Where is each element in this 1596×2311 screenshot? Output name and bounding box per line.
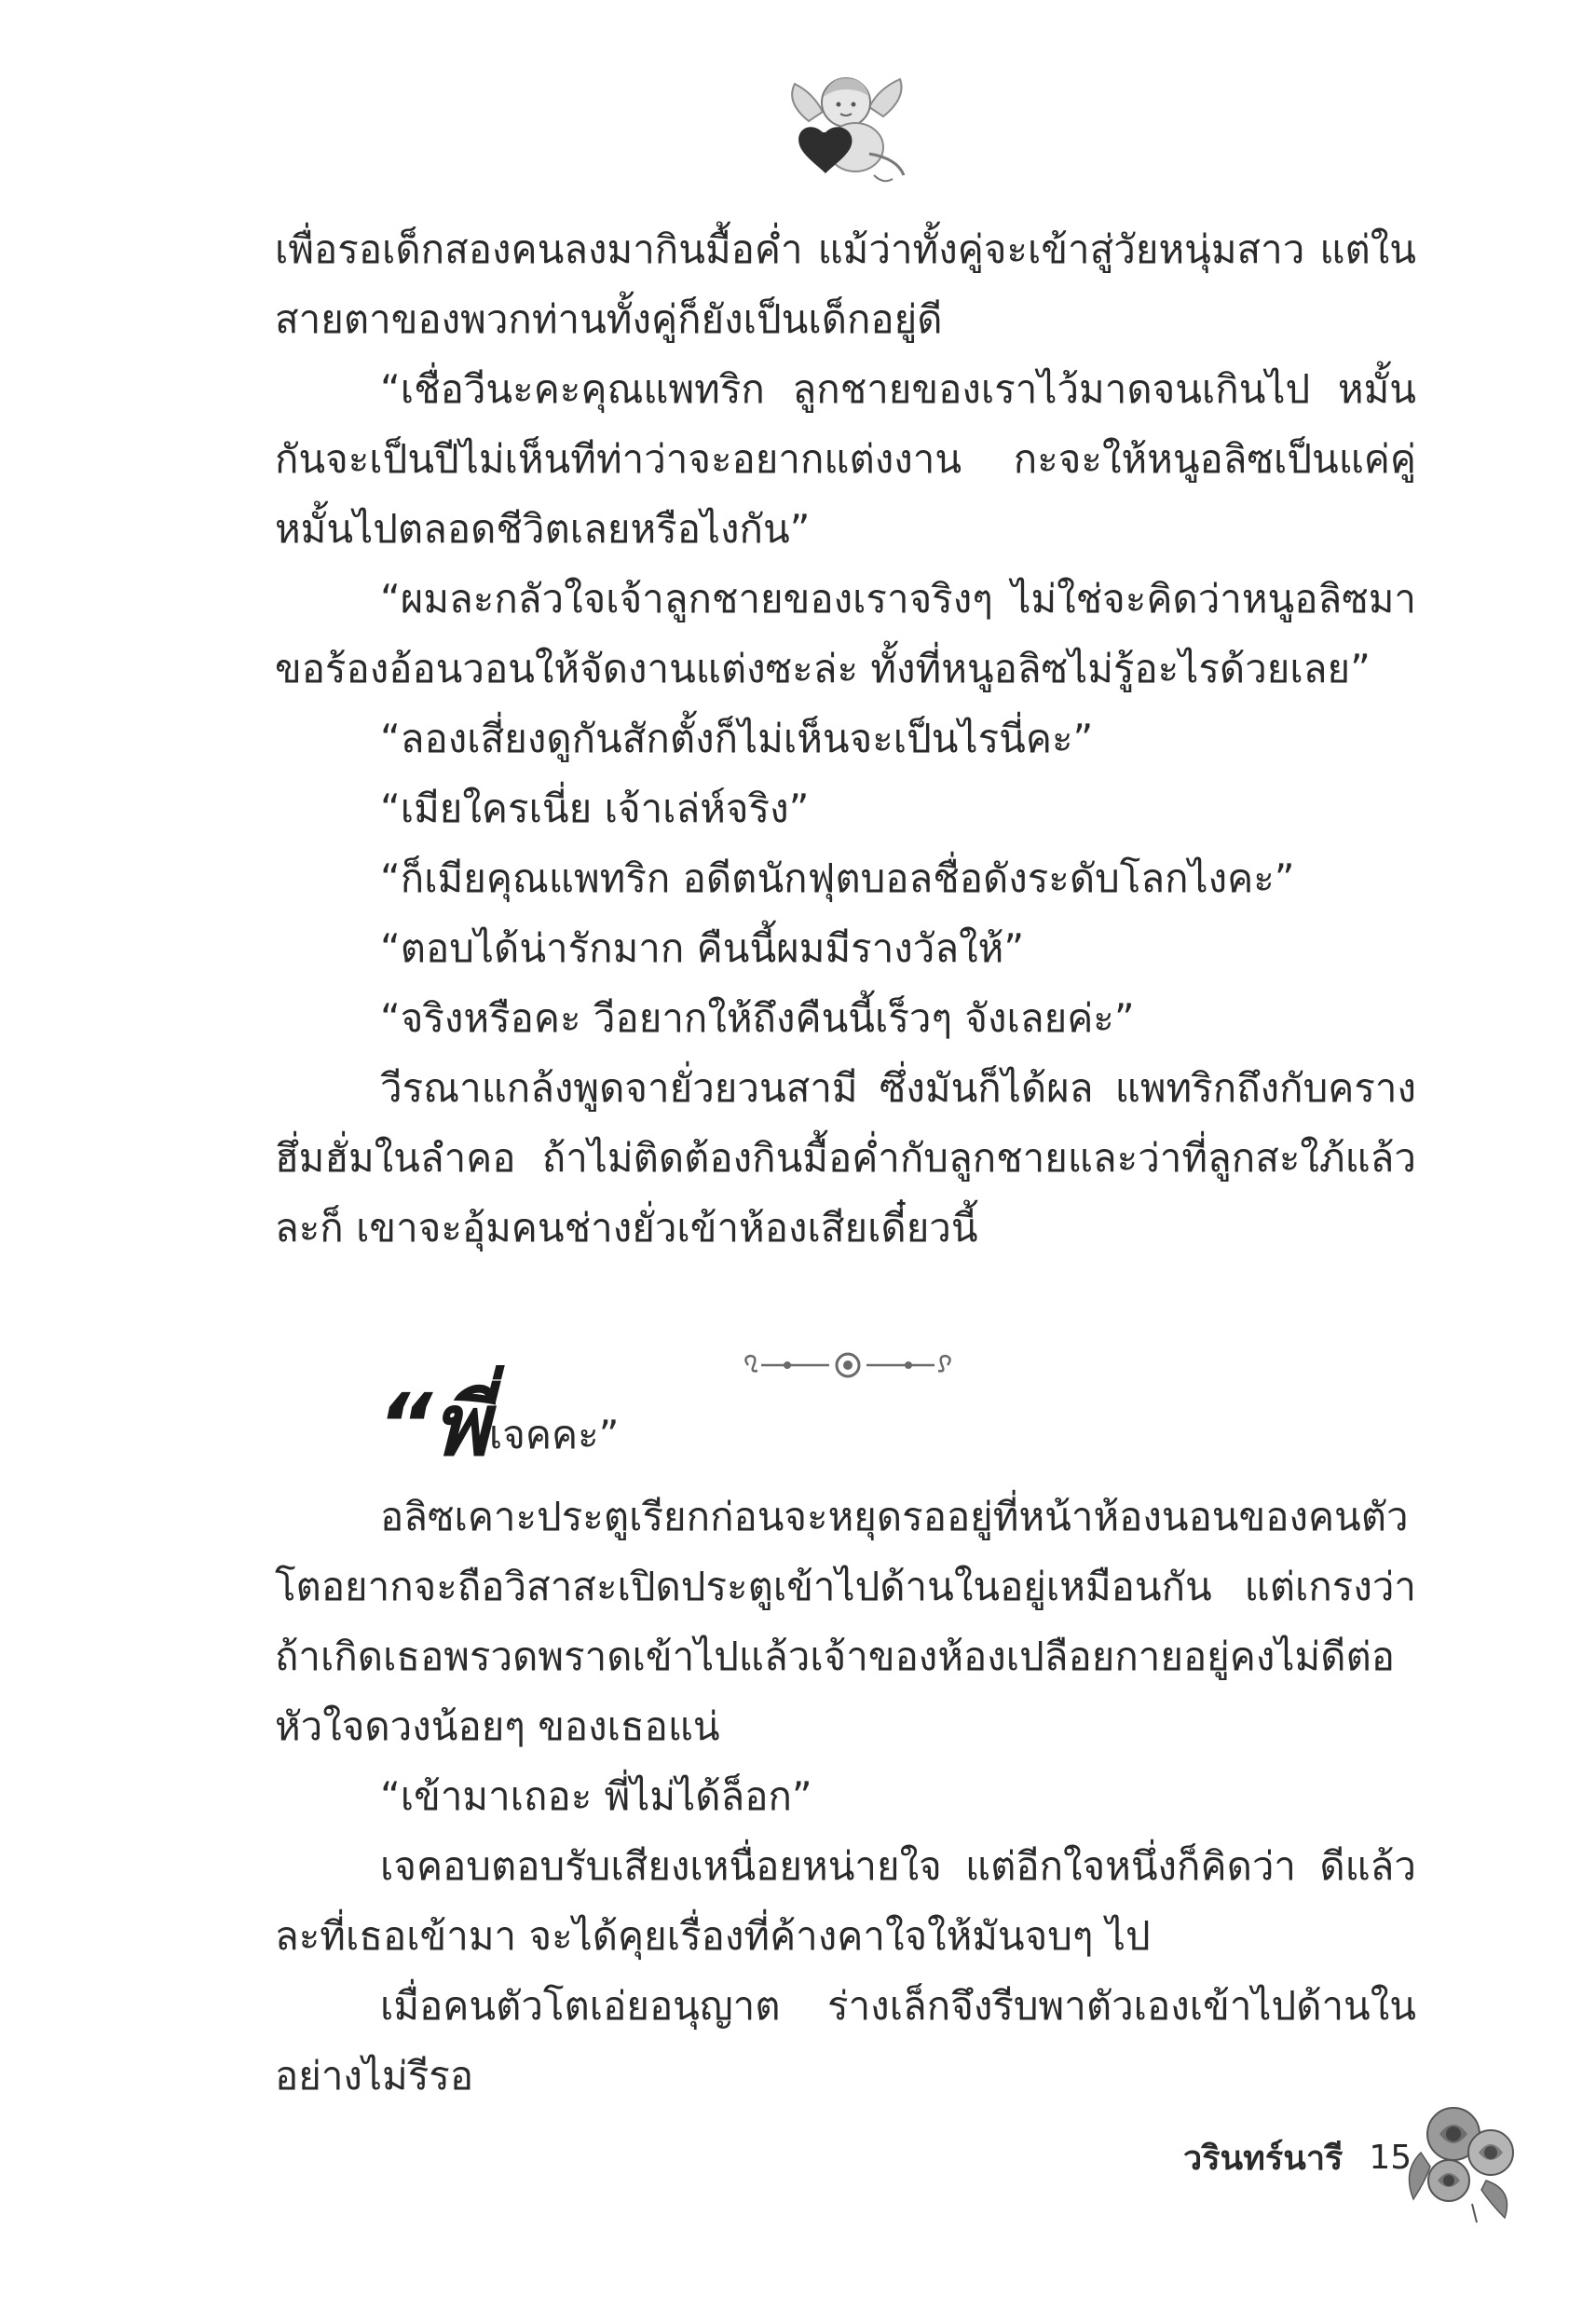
paragraph: “เชื่อวีนะคะคุณแพทริก ลูกชายของเราไว้มาดจนเกินไป หมั้นกันจะเป็นปีไม่เห็นทีท่าว่าจะอยากแต่งงาน กะจะให้หนูอลิซเป็นแค่คู่หมั้นไปตลอดชีวิตเลยหรือไงกัน” bbox=[275, 366, 1416, 552]
page-footer bbox=[1183, 2129, 1412, 2185]
roses-icon bbox=[1402, 2087, 1533, 2227]
cherub-heart-icon bbox=[781, 65, 911, 186]
text-block-top bbox=[275, 214, 1416, 1263]
paragraph: วีรณาแกล้งพูดจายั่วยวนสามี ซึ่งมันก็ได้ผล แพทริกถึงกับครางฮึ่มฮั่มในลำคอ ถ้าไม่ติดต้องกินมื้อค่ำกับลูกชายและว่าที่ลูกสะใภ้แล้วละก็ เขาจะอุ้มคนช่างยั่วเข้าห้องเสียเดี๋ยวนี้ bbox=[275, 1065, 1416, 1251]
paragraph: เจคอบตอบรับเสียงเหนื่อยหน่ายใจ แต่อีกใจหนึ่งก็คิดว่า ดีแล้วละที่เธอเข้ามา จะได้คุยเรื่องที่ค้างคาใจให้มันจบๆ ไป bbox=[275, 1843, 1416, 1959]
paragraph: อลิซเคาะประตูเรียกก่อนจะหยุดรออยู่ที่หน้าห้องนอนของคนตัวโตอยากจะถือวิสาสะเปิดประตูเข้าไปด้านในอยู่เหมือนกัน แต่เกรงว่าถ้าเกิดเธอพรวดพราดเข้าไปแล้วเจ้าของห้องเปลือยกายอยู่คงไม่ดีต่อหัวใจดวงน้อยๆ ของเธอแน่ bbox=[275, 1494, 1416, 1749]
paragraph: “ผมละกลัวใจเจ้าลูกชายของเราจริงๆ ไม่ใช่จะคิดว่าหนูอลิซมาขอร้องอ้อนวอนให้จัดงานแต่งซะล่ะ ทั้งที่หนูอลิซไม่รู้อะไรด้วยเลย” bbox=[275, 576, 1416, 691]
section-opening bbox=[377, 1370, 620, 1475]
paragraph: “เมียใครเนี่ย เจ้าเล่ห์จริง” bbox=[380, 786, 810, 831]
book-title: วรินทร์นารี bbox=[1183, 2139, 1344, 2178]
opening-rest: เจคคะ” bbox=[488, 1412, 620, 1457]
drop-word: “พี่ bbox=[377, 1375, 489, 1475]
paragraph: เมื่อคนตัวโตเอ่ยอนุญาต ร่างเล็กจึงรีบพาตัวเองเข้าไปด้านในอย่างไม่รีรอ bbox=[275, 1983, 1416, 2099]
paragraph: “ลองเสี่ยงดูกันสักตั้งก็ไม่เห็นจะเป็นไรนี่คะ” bbox=[380, 716, 1094, 761]
paragraph: “ตอบได้น่ารักมาก คืนนี้ผมมีรางวัลให้” bbox=[380, 925, 1025, 971]
paragraph: “ก็เมียคุณแพทริก อดีตนักฟุตบอลชื่อดังระดับโลกไงคะ” bbox=[380, 855, 1295, 901]
text-block-bottom bbox=[275, 1482, 1416, 2111]
scroll-divider-icon bbox=[741, 1347, 955, 1384]
paragraph: เพื่อรอเด็กสองคนลงมากินมื้อค่ำ แม้ว่าทั้งคู่จะเข้าสู่วัยหนุ่มสาว แต่ในสายตาของพวกท่านทั้งคู่ก็ยังเป็นเด็กอยู่ดี bbox=[275, 226, 1416, 342]
paragraph: “จริงหรือคะ วีอยากให้ถึงคืนนี้เร็วๆ จังเลยค่ะ” bbox=[380, 995, 1135, 1041]
page-number: 15 bbox=[1369, 2138, 1412, 2177]
paragraph: “เข้ามาเถอะ พี่ไม่ได้ล็อก” bbox=[380, 1773, 812, 1819]
